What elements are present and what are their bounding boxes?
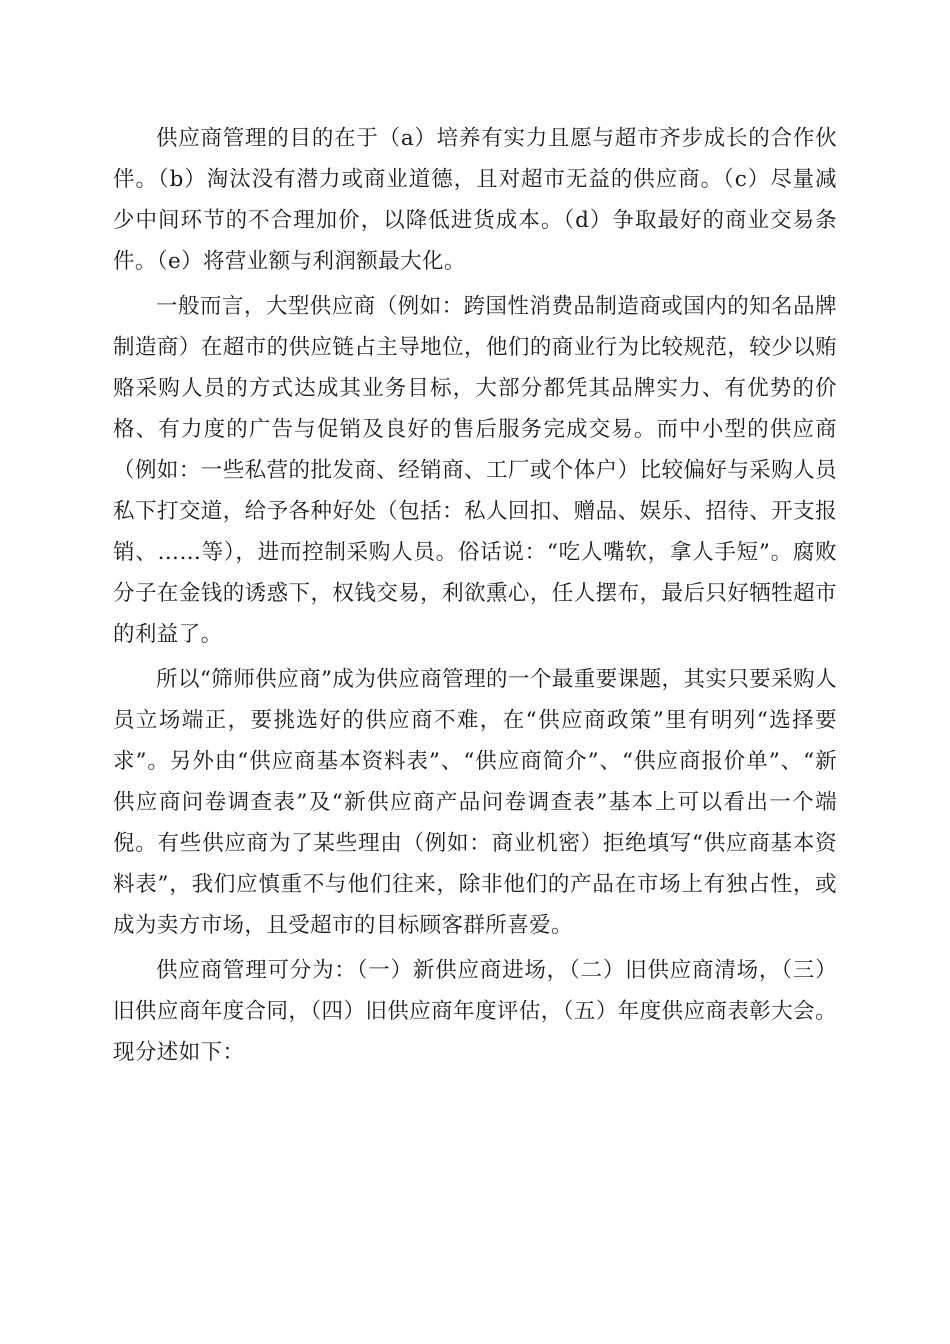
paragraph-management-categories: 供应商管理可分为：（一）新供应商进场，（二）旧供应商清场，（三）旧供应商年度合同，（四）旧供应商年度评估，（五）年度供应商表彰大会。现分述如下： bbox=[113, 958, 837, 1065]
document-body bbox=[113, 118, 837, 1077]
paragraph-supplier-types: 一般而言，大型供应商（例如：跨国性消费品制造商或国内的知名品牌制造商）在超市的供应链占主导地位，他们的商业行为比较规范，较少以贿赂采购人员的方式达成其业务目标，大部分都凭其品牌实力、有优势的价格、有力度的广告与促销及良好的售后服务完成交易。而中小型的供应商（例如：一些私营的批发商、经销商、工厂或个体户）比较偏好与采购人员私下打交道，给予各种好处（包括：私人回扣、赠品、娱乐、招待、开支报销、……等），进而控制采购人员。俗话说：“吃人嘴软，拿人手短”。腐败分子在金钱的诱惑下，权钱交易，利欲熏心，任人摆布，最后只好牺牲超市的利益了。 bbox=[113, 294, 837, 647]
paragraph-purpose: 供应商管理的目的在于（a）培养有实力且愿与超市齐步成长的合作伙伴。（b）淘汰没有潜力或商业道德，且对超市无益的供应商。（c）尽量减少中间环节的不合理加价，以降低进货成本。（d）争取最好的商业交易条件。（e）将营业额与利润额最大化。 bbox=[113, 126, 837, 274]
paragraph-screening: 所以“筛师供应商”成为供应商管理的一个最重要课题，其实只要采购人员立场端正，要挑选好的供应商不难，在“供应商政策”里有明列“选择要求”。另外由“供应商基本资料表”、“供应商简介”、“供应商报价单”、“新供应商问卷调查表”及“新供应商产品问卷调查表”基本上可以看出一个端倪。有些供应商为了某些理由（例如：商业机密）拒绝填写“供应商基本资料表”，我们应慎重不与他们往来，除非他们的产品在市场上有独占性，或成为卖方市场，且受超市的目标顾客群所喜爱。 bbox=[113, 667, 837, 938]
